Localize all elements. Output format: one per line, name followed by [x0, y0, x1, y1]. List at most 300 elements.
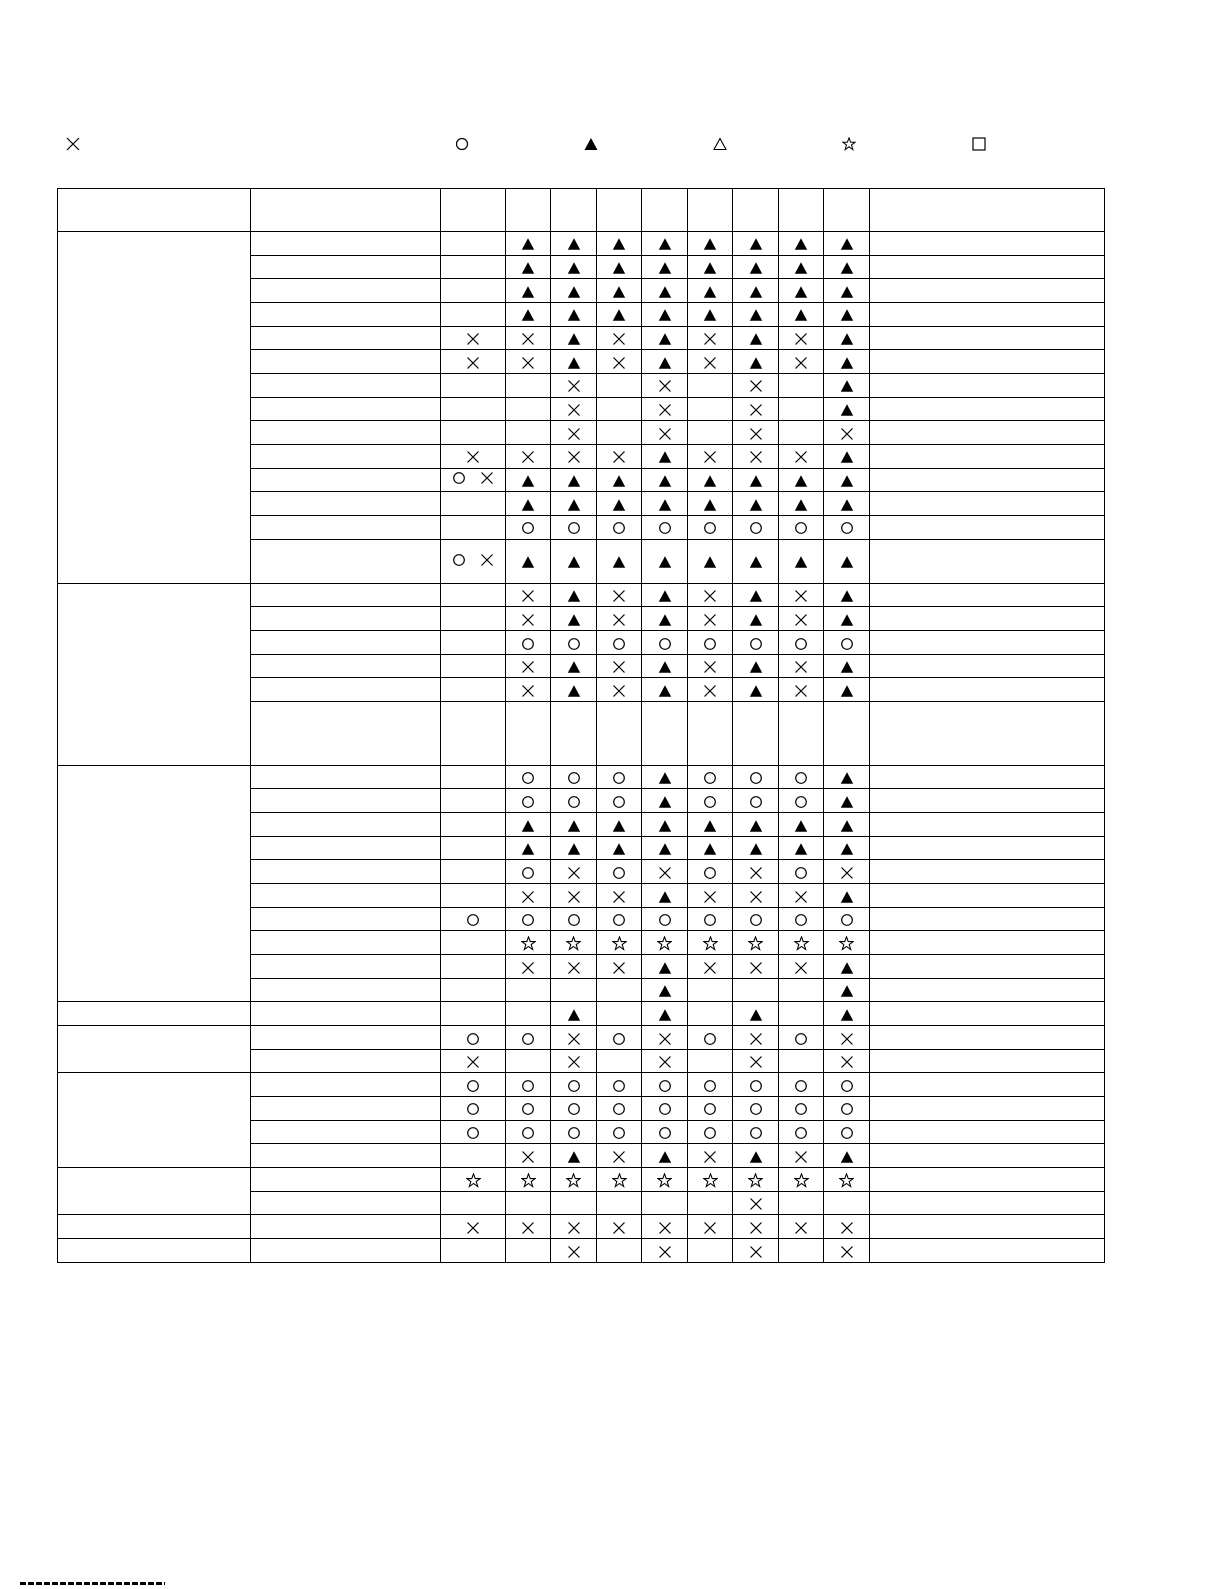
category-cell [58, 1073, 251, 1168]
header-cell [824, 189, 870, 232]
circle-icon [567, 521, 581, 535]
model-cell [733, 1167, 779, 1191]
model-cell [506, 813, 551, 837]
model-cell [779, 255, 824, 279]
model-cell [642, 1002, 688, 1026]
model-cell [688, 884, 733, 908]
circle-icon [612, 866, 626, 880]
item-cell [251, 1191, 441, 1215]
model-cell [824, 1026, 870, 1050]
circle-icon [521, 521, 535, 535]
model-cell [779, 1002, 824, 1026]
model-cell [506, 1049, 551, 1073]
model-cell [506, 326, 551, 350]
model-cell [597, 654, 642, 678]
base-cell [441, 492, 506, 516]
filled-triangle-icon [567, 1008, 581, 1022]
item-cell [251, 836, 441, 860]
cross-icon [521, 684, 535, 698]
item-cell [251, 978, 441, 1002]
cross-icon [521, 1221, 535, 1235]
model-cell [824, 1167, 870, 1191]
remarks-cell [870, 444, 1105, 468]
filled-triangle-icon [521, 819, 535, 833]
model-cell [733, 1073, 779, 1097]
item-cell [251, 1026, 441, 1050]
circle-icon [840, 1079, 854, 1093]
base-cell [441, 931, 506, 955]
cross-icon [612, 961, 626, 975]
model-cell [733, 1191, 779, 1215]
filled-triangle-icon [703, 285, 717, 299]
cross-icon [703, 660, 717, 674]
model-cell [642, 468, 688, 492]
item-cell [251, 444, 441, 468]
square-icon [968, 133, 990, 155]
cross-icon [703, 1150, 717, 1164]
cross-icon [703, 356, 717, 370]
model-cell [688, 978, 733, 1002]
star-icon [703, 936, 718, 951]
cross-icon [612, 356, 626, 370]
model-cell [824, 1144, 870, 1168]
filled-triangle-icon [840, 285, 854, 299]
category-cell [58, 765, 251, 1002]
model-cell [551, 836, 597, 860]
item-cell [251, 421, 441, 445]
item-cell [251, 678, 441, 702]
model-cell [688, 1097, 733, 1121]
model-cell [506, 1073, 551, 1097]
circle-icon [612, 1102, 626, 1116]
cross-icon [567, 427, 581, 441]
circle-icon [466, 1032, 480, 1046]
remarks-cell [870, 468, 1105, 492]
model-cell [551, 279, 597, 303]
cross-icon [749, 1055, 763, 1069]
filled-triangle-icon [658, 771, 672, 785]
model-cell [779, 978, 824, 1002]
remarks-cell [870, 836, 1105, 860]
model-cell [642, 1026, 688, 1050]
item-cell [251, 1120, 441, 1144]
cross-icon [521, 1150, 535, 1164]
model-cell [824, 654, 870, 678]
model-cell [597, 421, 642, 445]
model-cell [506, 1120, 551, 1144]
model-cell [688, 678, 733, 702]
filled-triangle-icon [658, 474, 672, 488]
cross-icon [521, 890, 535, 904]
base-cell [441, 302, 506, 326]
star-icon [521, 1173, 536, 1188]
filled-triangle-icon [703, 474, 717, 488]
model-cell [824, 515, 870, 539]
model-cell [597, 539, 642, 583]
model-cell [779, 1238, 824, 1262]
model-cell [506, 421, 551, 445]
filled-triangle-icon [840, 890, 854, 904]
model-cell [597, 1026, 642, 1050]
filled-triangle-icon [658, 1008, 672, 1022]
model-cell [733, 279, 779, 303]
circle-icon [452, 553, 466, 567]
model-cell [824, 1238, 870, 1262]
cross-icon [749, 379, 763, 393]
filled-triangle-icon [658, 660, 672, 674]
model-cell [506, 631, 551, 655]
model-cell [688, 492, 733, 516]
header-cell [688, 189, 733, 232]
star-icon [703, 1173, 718, 1188]
item-cell [251, 631, 441, 655]
circle-icon [703, 1032, 717, 1046]
star-icon [566, 936, 581, 951]
filled-triangle-icon [658, 819, 672, 833]
model-cell [642, 1167, 688, 1191]
model-cell [733, 1026, 779, 1050]
cross-icon [658, 1221, 672, 1235]
circle-icon [749, 521, 763, 535]
circle-icon [840, 1102, 854, 1116]
model-cell [551, 1191, 597, 1215]
model-cell [597, 326, 642, 350]
model-cell [642, 1073, 688, 1097]
model-cell [824, 255, 870, 279]
cross-icon [794, 450, 808, 464]
model-cell [642, 1120, 688, 1144]
filled-triangle-icon [840, 474, 854, 488]
model-cell [824, 373, 870, 397]
filled-triangle-icon [658, 795, 672, 809]
cross-icon [521, 961, 535, 975]
circle-icon [794, 521, 808, 535]
filled-triangle-icon [703, 555, 717, 569]
base-cell [441, 350, 506, 374]
base-cell [441, 907, 506, 931]
filled-triangle-icon [658, 261, 672, 275]
header-cell [870, 189, 1105, 232]
cross-icon [840, 1055, 854, 1069]
circle-icon [466, 1126, 480, 1140]
model-cell [642, 765, 688, 789]
filled-triangle-icon [749, 356, 763, 370]
model-cell [824, 350, 870, 374]
cross-icon [567, 866, 581, 880]
model-cell [597, 1167, 642, 1191]
filled-triangle-icon [567, 332, 581, 346]
filled-triangle-icon [794, 842, 808, 856]
model-cell [597, 444, 642, 468]
model-cell [688, 279, 733, 303]
model-cell [642, 931, 688, 955]
remarks-cell [870, 631, 1105, 655]
model-cell [779, 302, 824, 326]
cross-icon [794, 1221, 808, 1235]
item-cell [251, 654, 441, 678]
cross-icon [612, 684, 626, 698]
model-cell [597, 1238, 642, 1262]
model-cell [824, 1097, 870, 1121]
circle-icon [452, 471, 466, 485]
base-cell [441, 373, 506, 397]
cross-icon [612, 589, 626, 603]
remarks-cell [870, 654, 1105, 678]
star-icon [612, 936, 627, 951]
cross-icon [703, 1221, 717, 1235]
model-cell [733, 884, 779, 908]
base-cell [441, 1167, 506, 1191]
model-cell [597, 1049, 642, 1073]
cross-icon [612, 450, 626, 464]
cross-icon [658, 1055, 672, 1069]
filled-triangle-icon [567, 660, 581, 674]
table-header-row [58, 189, 1105, 232]
model-cell [733, 1002, 779, 1026]
model-cell [688, 302, 733, 326]
cross-icon [466, 1221, 480, 1235]
filled-triangle-icon [749, 1008, 763, 1022]
base-cell [441, 1191, 506, 1215]
base-cell [441, 1215, 506, 1239]
model-cell [733, 468, 779, 492]
model-cell [551, 1238, 597, 1262]
model-cell [642, 279, 688, 303]
model-cell [642, 539, 688, 583]
model-cell [733, 978, 779, 1002]
base-cell [441, 678, 506, 702]
filled-triangle-icon [749, 555, 763, 569]
cross-icon [749, 1221, 763, 1235]
filled-triangle-icon [840, 498, 854, 512]
filled-triangle-icon [840, 842, 854, 856]
model-cell [506, 978, 551, 1002]
remarks-cell [870, 789, 1105, 813]
model-cell [642, 1191, 688, 1215]
model-cell [688, 765, 733, 789]
model-cell [551, 255, 597, 279]
star-icon [657, 936, 672, 951]
cross-icon [466, 1055, 480, 1069]
model-cell [551, 607, 597, 631]
cross-icon [612, 890, 626, 904]
item-cell [251, 350, 441, 374]
model-cell [779, 515, 824, 539]
model-cell [506, 884, 551, 908]
model-cell [779, 1049, 824, 1073]
model-cell [642, 860, 688, 884]
cross-icon [480, 553, 494, 567]
model-cell [506, 1191, 551, 1215]
remarks-cell [870, 978, 1105, 1002]
base-cell [441, 232, 506, 256]
base-cell [441, 1144, 506, 1168]
circle-icon [794, 637, 808, 651]
model-cell [779, 1120, 824, 1144]
model-cell [733, 907, 779, 931]
filled-triangle-icon [794, 555, 808, 569]
remarks-cell [870, 931, 1105, 955]
cross-icon [612, 1221, 626, 1235]
model-cell [506, 1002, 551, 1026]
model-cell [597, 1097, 642, 1121]
model-cell [551, 350, 597, 374]
cross-icon [466, 356, 480, 370]
circle-icon [521, 771, 535, 785]
filled-triangle-icon [658, 450, 672, 464]
model-cell [551, 1215, 597, 1239]
model-cell [824, 607, 870, 631]
item-cell [251, 492, 441, 516]
filled-triangle-icon [567, 1150, 581, 1164]
model-cell [688, 955, 733, 979]
item-cell [251, 813, 441, 837]
circle-icon [567, 637, 581, 651]
model-cell [779, 421, 824, 445]
model-cell [733, 1144, 779, 1168]
filled-triangle-icon [703, 842, 717, 856]
item-cell [251, 702, 441, 766]
model-cell [688, 444, 733, 468]
model-cell [688, 468, 733, 492]
model-cell [779, 468, 824, 492]
item-cell [251, 1144, 441, 1168]
remarks-cell [870, 955, 1105, 979]
filled-triangle-icon [658, 890, 672, 904]
model-cell [551, 1073, 597, 1097]
model-cell [642, 373, 688, 397]
model-cell [597, 678, 642, 702]
model-cell [551, 860, 597, 884]
model-cell [597, 789, 642, 813]
filled-triangle-icon [658, 498, 672, 512]
model-cell [688, 702, 733, 766]
model-cell [733, 931, 779, 955]
filled-triangle-icon [749, 332, 763, 346]
filled-triangle-icon [749, 261, 763, 275]
model-cell [597, 836, 642, 860]
base-cell [441, 326, 506, 350]
circle-icon [703, 637, 717, 651]
model-cell [688, 373, 733, 397]
filled-triangle-icon [749, 842, 763, 856]
model-cell [779, 702, 824, 766]
circle-icon [794, 866, 808, 880]
model-cell [688, 1191, 733, 1215]
circle-icon [612, 637, 626, 651]
circle-icon [521, 637, 535, 651]
base-cell [441, 444, 506, 468]
model-cell [779, 326, 824, 350]
model-cell [506, 765, 551, 789]
model-cell [506, 583, 551, 607]
filled-triangle-icon [703, 498, 717, 512]
model-cell [733, 492, 779, 516]
base-cell [441, 1026, 506, 1050]
model-cell [733, 421, 779, 445]
filled-triangle-icon [521, 474, 535, 488]
filled-triangle-icon [612, 819, 626, 833]
model-cell [733, 397, 779, 421]
model-cell [688, 931, 733, 955]
model-cell [506, 350, 551, 374]
filled-triangle-icon [612, 555, 626, 569]
cross-icon [62, 133, 84, 155]
category-cell [58, 583, 251, 765]
remarks-cell [870, 1049, 1105, 1073]
model-cell [642, 955, 688, 979]
filled-triangle-icon [749, 819, 763, 833]
model-cell [597, 232, 642, 256]
model-cell [688, 1144, 733, 1168]
model-cell [551, 232, 597, 256]
cross-icon [612, 1150, 626, 1164]
circle-icon [749, 1079, 763, 1093]
model-cell [733, 515, 779, 539]
filled-triangle-icon [658, 1150, 672, 1164]
item-cell [251, 1238, 441, 1262]
circle-icon [703, 521, 717, 535]
model-cell [779, 789, 824, 813]
model-cell [688, 813, 733, 837]
table-row [58, 1215, 1105, 1239]
remarks-cell [870, 255, 1105, 279]
remarks-cell [870, 421, 1105, 445]
table-row [58, 1026, 1105, 1050]
filled-triangle-icon [612, 237, 626, 251]
base-cell [441, 583, 506, 607]
model-cell [779, 678, 824, 702]
remarks-cell [870, 1238, 1105, 1262]
cross-icon [480, 471, 494, 485]
model-cell [597, 1215, 642, 1239]
filled-triangle-icon [521, 308, 535, 322]
cross-icon [794, 613, 808, 627]
cross-icon [521, 450, 535, 464]
model-cell [779, 654, 824, 678]
circle-icon [794, 1102, 808, 1116]
model-cell [551, 421, 597, 445]
cross-icon [567, 1032, 581, 1046]
star-icon [748, 936, 763, 951]
cross-icon [658, 379, 672, 393]
filled-triangle-icon [703, 308, 717, 322]
filled-triangle-icon [840, 332, 854, 346]
model-cell [506, 1215, 551, 1239]
model-cell [506, 492, 551, 516]
cross-icon [567, 890, 581, 904]
model-cell [642, 421, 688, 445]
filled-triangle-icon [749, 498, 763, 512]
cross-icon [794, 684, 808, 698]
cross-icon [794, 589, 808, 603]
cross-icon [749, 866, 763, 880]
base-cell [441, 539, 506, 583]
circle-icon [703, 771, 717, 785]
header-cell [506, 189, 551, 232]
model-cell [597, 813, 642, 837]
remarks-cell [870, 907, 1105, 931]
category-cell [58, 1167, 251, 1214]
filled-triangle-icon [567, 474, 581, 488]
model-cell [551, 1049, 597, 1073]
circle-icon [749, 913, 763, 927]
base-cell [441, 607, 506, 631]
model-cell [824, 836, 870, 860]
model-cell [733, 765, 779, 789]
model-cell [779, 607, 824, 631]
cross-icon [703, 450, 717, 464]
